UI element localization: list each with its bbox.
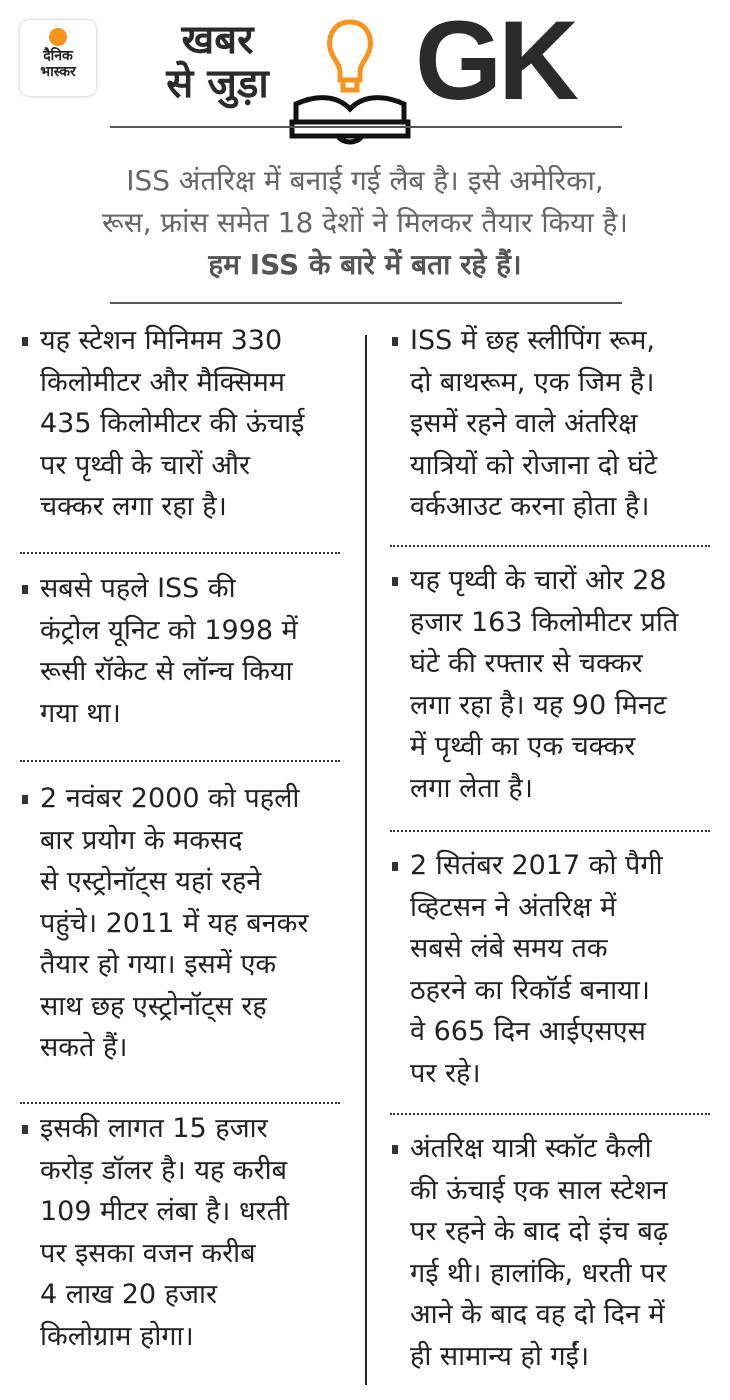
fact-line: साथ छह एस्ट्रोनॉट्स रह [40, 990, 267, 1022]
dotted-separator [20, 552, 340, 554]
fact-line: आने के बाद वह दो दिन में [410, 1299, 665, 1330]
fact-text [40, 778, 308, 1069]
fact-line: 4 लाख 20 हजार [40, 1279, 218, 1310]
intro-line1: ISS अंतरिक्ष में बनाई गई लैब है। इसे अमेरिका, [126, 164, 604, 197]
fact-line: ठहरने का रिकॉर्ड बनाया। [410, 974, 651, 1006]
fact-line: कंट्रोल यूनिट को 1998 में [40, 614, 298, 646]
fact-line: लगा लेता है। [410, 772, 533, 804]
fact-line: 109 मीटर लंबा है। धरती [40, 1196, 289, 1227]
fact-line: ISS में छह स्लीपिंग रूम, [410, 325, 656, 356]
fact-line: की ऊंचाई एक साल स्टेशन [410, 1174, 668, 1206]
intro-divider [110, 302, 622, 304]
fact-line: हजार 163 किलोमीटर प्रति [410, 606, 679, 638]
fact-text [410, 320, 657, 528]
fact-line: करोड़ डॉलर है। यह करीब [40, 1154, 288, 1186]
fact-line: वे 665 दिन आईएसएस [410, 1016, 646, 1047]
fact-line: बार प्रयोग के मकसद [40, 824, 243, 856]
intro-line2: रूस, फ्रांस समेत 18 देशों ने मिलकर तैयार किया है। [102, 206, 628, 239]
intro-text [60, 160, 670, 286]
fact-line: पर रहे। [410, 1057, 481, 1089]
fact-text [40, 1108, 289, 1357]
fact-line: यह पृथ्वी के चारों ओर 28 [410, 565, 667, 596]
fact-line: पर पृथ्वी के चारों और [40, 449, 251, 481]
fact-line: गया था। [40, 697, 121, 729]
gk-title: GK [415, 0, 575, 123]
bullet-icon [22, 585, 28, 594]
dotted-separator [20, 1102, 340, 1104]
fact-line: इसकी लागत 15 हजार [40, 1113, 268, 1144]
header-divider [110, 126, 622, 128]
fact-line: पर रहने के बाद दो इंच बढ़ [410, 1216, 669, 1247]
fact-line: यात्रियों को रोजाना दो घंटे [410, 449, 658, 481]
fact-text [40, 320, 304, 528]
dotted-separator [390, 545, 710, 547]
fact-line: किलोग्राम होगा। [40, 1320, 194, 1352]
bullet-icon [22, 337, 28, 346]
bullet-icon [22, 1125, 28, 1134]
fact-text [410, 845, 663, 1094]
fact-line: किलोमीटर और मैक्सिमम [40, 366, 285, 398]
fact-line: दो बाथरूम, एक जिम है। [410, 366, 655, 398]
fact-line: रूसी रॉकेट से लॉन्च किया [40, 656, 293, 687]
column-divider [365, 335, 367, 1385]
fact-line: पहुंचे। 2011 में यह बनकर [40, 907, 309, 939]
fact-line: पर इसका वजन करीब [40, 1237, 256, 1269]
intro-line3: हम ISS के बारे में बता रहे हैं। [208, 248, 522, 281]
fact-line: घंटे की रफ्तार से चक्कर [410, 648, 643, 679]
bullet-icon [392, 862, 398, 871]
logo-line2: भास्कर [40, 64, 76, 80]
fact-line: चक्कर लगा रहा है। [40, 491, 227, 522]
lightbulb-icon [330, 22, 371, 90]
header-title-line2: से जुड़ा [166, 61, 269, 107]
open-book-icon [292, 98, 408, 142]
fact-text [410, 1128, 668, 1377]
fact-line: सबसे लंबे समय तक [410, 933, 608, 964]
fact-text [410, 560, 678, 809]
dotted-separator [20, 760, 340, 762]
bullet-icon [22, 795, 28, 804]
fact-line: सकते हैं। [40, 1032, 128, 1063]
bullet-icon [392, 1145, 398, 1154]
fact-line: ही सामान्य हो गईं। [410, 1340, 590, 1372]
fact-line: 2 नवंबर 2000 को पहली [40, 783, 300, 814]
bullet-icon [392, 577, 398, 586]
fact-line: तैयार हो गया। इसमें एक [40, 949, 277, 980]
fact-line: व्हिटसन ने अंतरिक्ष में [410, 891, 617, 923]
fact-line: लगा रहा है। यह 90 मिनट [410, 689, 667, 721]
fact-text [40, 568, 298, 734]
fact-line: गई थी। हालांकि, धरती पर [410, 1257, 667, 1289]
bullet-icon [392, 337, 398, 346]
logo-sun-icon [49, 28, 67, 46]
fact-line: इसमें रहने वाले अंतरिक्ष [410, 408, 638, 439]
fact-line: में पृथ्वी का एक चक्कर [410, 731, 636, 762]
fact-line: 2 सितंबर 2017 को पैगी [410, 850, 663, 881]
dainik-bhaskar-logo [20, 20, 96, 96]
header-title-line1: खबर [181, 17, 254, 63]
dotted-separator [390, 1113, 710, 1115]
fact-line: 435 किलोमीटर की ऊंचाई [40, 408, 305, 439]
dotted-separator [390, 830, 710, 832]
fact-line: सबसे पहले ISS की [40, 573, 236, 604]
logo-line1: दैनिक [43, 48, 73, 64]
fact-line: से एस्ट्रोनॉट्स यहां रहने [40, 866, 262, 897]
fact-line: अंतरिक्ष यात्री स्कॉट कैली [410, 1133, 652, 1164]
fact-line: वर्कआउट करना होता है। [410, 491, 650, 522]
fact-line: यह स्टेशन मिनिमम 330 [40, 325, 283, 356]
